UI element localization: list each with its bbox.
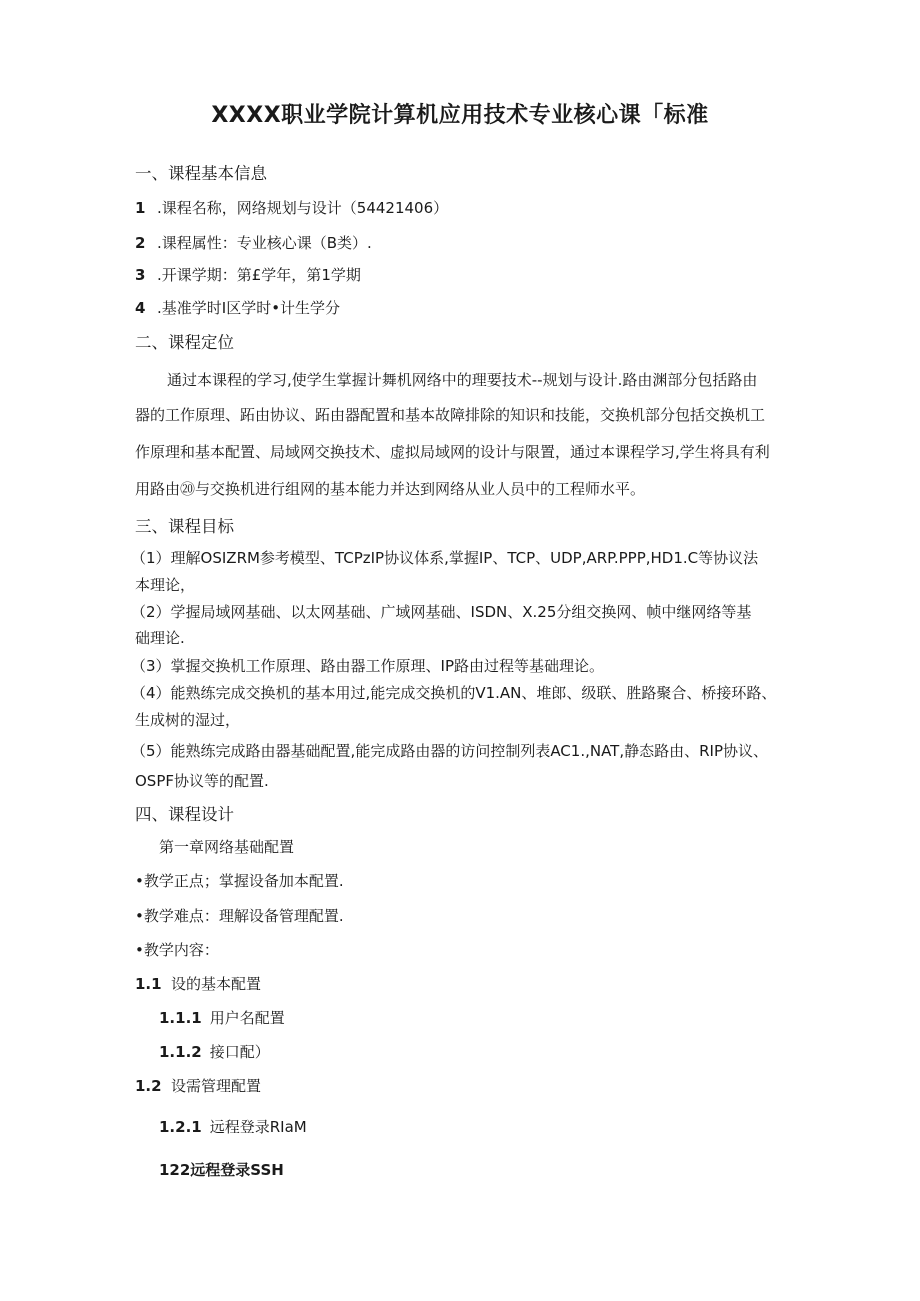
outline-text: 远程登录RIaM <box>209 1118 307 1136</box>
objective-line: 本理论， <box>135 576 196 594</box>
paragraph-line: 器的工作原理、跖由协议、跖由器配置和基本故障排除的知识和技能，交换机部分包括交换机工 <box>135 406 766 424</box>
outline-text: 用户名配置 <box>209 1009 285 1027</box>
outline-text: 设的基本配置 <box>171 975 262 993</box>
info-item <box>135 197 448 219</box>
objective-line: 础理论. <box>135 629 185 647</box>
info-item <box>135 232 372 254</box>
bullet-item: •教学难点：理解设备管理配置. <box>135 907 344 925</box>
outline-text: 设需管理配置 <box>171 1077 262 1095</box>
outline-item <box>135 1075 261 1097</box>
bullet-item: •教学内容： <box>135 941 219 959</box>
outline-number: 1.2 <box>135 1077 162 1095</box>
objective-line: （5）能熟练完成路由器基础配置,能完成路由器的访问控制列表AC1.,NAT,静态路由、RIP协议、 <box>131 742 769 760</box>
section-heading-positioning: 二、课程定位 <box>135 333 234 352</box>
paragraph-line: 作原理和基本配置、局域网交换技术、虚拟局域网的设计与限置，通过本课程学习,学生将具有利 <box>135 443 770 461</box>
objective-line: OSPF协议等的配置. <box>135 772 269 790</box>
outline-text: 接口配） <box>209 1043 270 1061</box>
section-heading-design: 四、课程设计 <box>135 805 234 824</box>
outline-item <box>159 1041 270 1063</box>
paragraph-line: 通过本课程的学习,使学生掌握计舞机网络中的理要技术--规划与设计.路由渊部分包括路由 <box>167 371 758 389</box>
item-number: 3 <box>135 266 146 284</box>
item-number: 1 <box>135 199 146 217</box>
bullet-item: •教学正点；掌握设备加本配置. <box>135 872 344 890</box>
item-text: .基准学时I区学时•计生学分 <box>157 299 341 317</box>
outline-item <box>159 1007 285 1029</box>
document-title: XXXX职业学院计算机应用技术专业核心课「标准 <box>211 103 709 128</box>
info-item <box>135 264 361 286</box>
outline-number: 1.1.1 <box>159 1009 202 1027</box>
item-number: 2 <box>135 234 146 252</box>
outline-number: 1.1.2 <box>159 1043 202 1061</box>
item-number: 4 <box>135 299 146 317</box>
outline-item <box>159 1116 307 1138</box>
outline-number: 1.2.1 <box>159 1118 202 1136</box>
section-heading-objectives: 三、课程目标 <box>135 517 234 536</box>
info-item <box>135 297 340 319</box>
objective-line: （4）能熟练完成交换机的基本用过,能完成交换机的V1.AN、堆郎、级联、胜路聚合、桥接环路、 <box>131 684 777 702</box>
objective-line: （1）理解OSIZRM参考模型、TCPzIP协议体系,掌握IP、TCP、UDP,ARP.PPP,HD1.C等协议法 <box>131 549 759 567</box>
objective-line: （3）掌握交换机工作原理、路由器工作原理、IP路由过程等基础理论。 <box>131 657 605 675</box>
outline-text: 122远程登录SSH <box>159 1161 284 1179</box>
outline-item <box>135 973 261 995</box>
outline-item <box>159 1159 284 1181</box>
objective-line: 生成树的湿过， <box>135 711 241 729</box>
item-text: .课程名称，网络规划与设计（54421406） <box>157 199 449 217</box>
item-text: .课程属性：专业核心课（B类）. <box>157 234 372 252</box>
section-heading-basic-info: 一、课程基本信息 <box>135 164 267 183</box>
objective-line: （2）学握局域网基础、以太网基础、广域网基础、ISDN、X.25分组交换网、帧中继网络等基 <box>131 603 752 621</box>
outline-number: 1.1 <box>135 975 162 993</box>
paragraph-line: 用路由⑳与交换机进行组网的基本能力并达到网络从业人员中的工程师水平。 <box>135 480 646 498</box>
chapter-title: 第一章网络基础配置 <box>159 838 295 856</box>
item-text: .开课学期：第£学年，第1学期 <box>157 266 361 284</box>
